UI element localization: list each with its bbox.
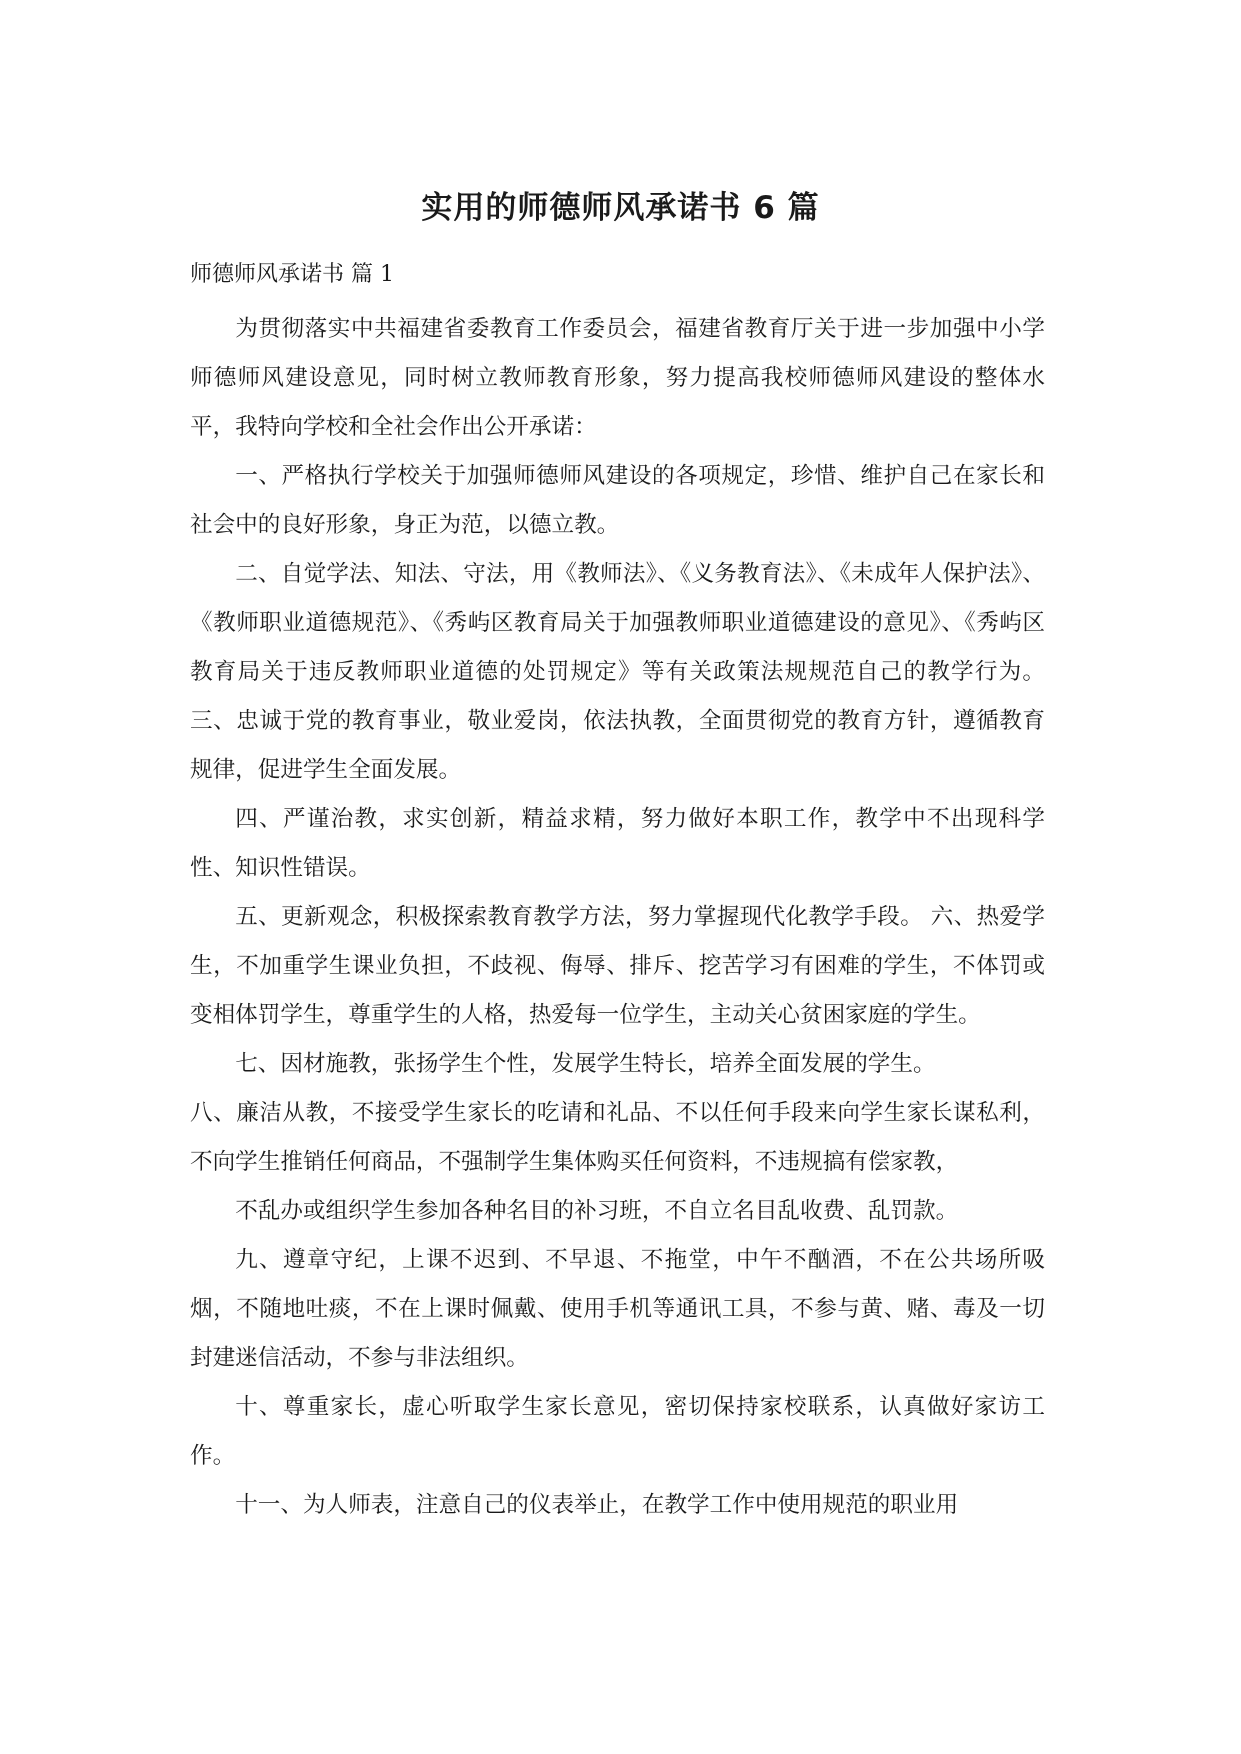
document-title: 实用的师德师风承诺书 6 篇	[421, 190, 820, 226]
paragraph-item-4: 四、严谨治教，求实创新，精益求精，努力做好本职工作，教学中不出现科学性、知识性错误。	[190, 806, 1045, 881]
paragraph-item-5-6: 五、更新观念，积极探索教育教学方法，努力掌握现代化教学手段。 六、热爱学生，不加重学生课业负担，不歧视、侮辱、排斥、挖苦学习有困难的学生，不体罚或变相体罚学生，尊重学生的人格，热爱每一位学生，主动关心贫困家庭的学生。	[190, 904, 1045, 1028]
section-heading: 师德师风承诺书 篇 1	[190, 262, 394, 287]
paragraph-intro: 为贯彻落实中共福建省委教育工作委员会，福建省教育厅关于进一步加强中小学师德师风建设意见，同时树立教师教育形象，努力提高我校师德师风建设的整体水平，我特向学校和全社会作出公开承诺：	[190, 316, 1045, 440]
paragraph-item-2-3: 二、自觉学法、知法、守法，用《教师法》、《义务教育法》、《未成年人保护法》、《教师职业道德规范》、《秀屿区教育局关于加强教师职业道德建设的意见》、《秀屿区教育局关于违反教师职业道德的处罚规定》等有关政策法规规范自己的教学行为。三、忠诚于党的教育事业，敬业爱岗，依法执教，全面贯彻党的教育方针，遵循教育规律，促进学生全面发展。	[190, 561, 1045, 783]
paragraph-item-9: 九、遵章守纪，上课不迟到、不早退、不拖堂，中午不酗酒，不在公共场所吸烟，不随地吐痰，不在上课时佩戴、使用手机等通讯工具，不参与黄、赌、毒及一切封建迷信活动，不参与非法组织。	[190, 1247, 1045, 1371]
paragraph-item-11: 十一、为人师表，注意自己的仪表举止，在教学工作中使用规范的职业用	[235, 1492, 959, 1518]
paragraph-item-8-cont: 不乱办或组织学生参加各种名目的补习班，不自立名目乱收费、乱罚款。	[235, 1198, 959, 1224]
paragraph-item-8: 八、廉洁从教，不接受学生家长的吃请和礼品、不以任何手段来向学生家长谋私利，不向学生推销任何商品，不强制学生集体购买任何资料，不违规搞有偿家教，	[190, 1100, 1045, 1175]
paragraph-item-10: 十、尊重家长，虚心听取学生家长意见，密切保持家校联系，认真做好家访工作。	[190, 1394, 1045, 1469]
document-body	[190, 252, 1045, 1530]
paragraph-item-7: 七、因材施教，张扬学生个性，发展学生特长，培养全面发展的学生。	[235, 1051, 936, 1077]
paragraph-item-1: 一、严格执行学校关于加强师德师风建设的各项规定，珍惜、维护自己在家长和社会中的良好形象，身正为范，以德立教。	[190, 463, 1045, 538]
